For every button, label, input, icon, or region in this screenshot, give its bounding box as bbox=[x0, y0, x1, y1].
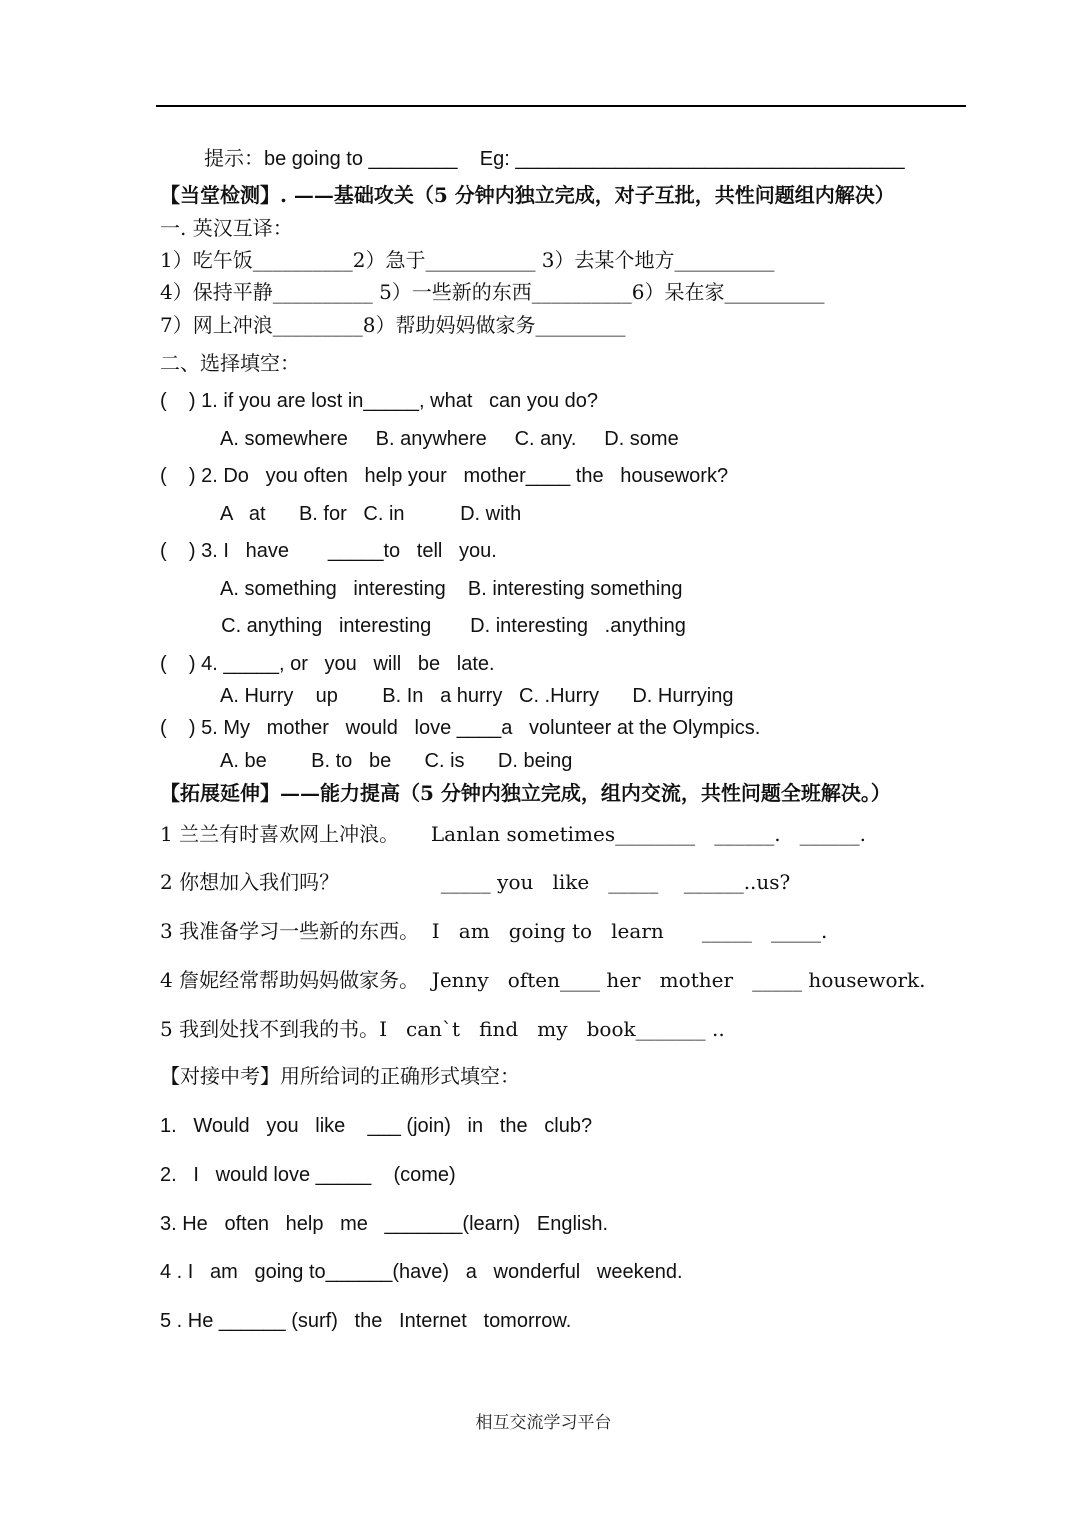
exam-item-2: 2. I would love _____ (come) bbox=[160, 1164, 456, 1186]
exam-item-5: 5 . He ______ (surf) the Internet tomorrow. bbox=[160, 1310, 572, 1332]
choice-question-1: ( ) 1. if you are lost in_____, what can you do? bbox=[160, 390, 599, 412]
extend-item-4: 4 詹妮经常帮助妈妈做家务。 Jenny often____ her mother _____ housework. bbox=[160, 968, 926, 992]
choice-question-3: ( ) 3. I have _____to tell you. bbox=[160, 540, 497, 562]
exam-item-1: 1. Would you like ___ (join) in the club? bbox=[160, 1115, 593, 1137]
choice-question-2: ( ) 2. Do you often help your mother____ the housework? bbox=[160, 465, 729, 487]
translate-row: 4）保持平静__________ 5）一些新的东西__________6）呆在家__________ bbox=[160, 280, 825, 304]
choice-options-4: A. Hurry up B. In a hurry C. .Hurry D. Hurrying bbox=[160, 685, 734, 707]
extend-section-title: 【拓展延伸】——能力提高（5 分钟内独立完成，组内交流，共性问题全班解决。） bbox=[160, 781, 891, 805]
extend-item-5: 5 我到处找不到我的书。I can`t find my book_______ .. bbox=[160, 1017, 725, 1041]
choice-options-3a: A. something interesting B. interesting something bbox=[160, 578, 683, 600]
choice-options-5: A. be B. to be C. is D. being bbox=[160, 750, 573, 772]
translate-section-title: 一. 英汉互译： bbox=[160, 216, 293, 240]
extend-item-1: 1 兰兰有时喜欢网上冲浪。 Lanlan sometimes________ ______. ______. bbox=[160, 822, 866, 846]
hint-line: 提示：be going to ________ Eg: ___________________________________ bbox=[204, 148, 905, 170]
header-rule bbox=[156, 105, 966, 107]
exam-item-4: 4 . I am going to______(have) a wonderful weekend. bbox=[160, 1261, 683, 1283]
choice-question-5: ( ) 5. My mother would love ____a volunteer at the Olympics. bbox=[160, 717, 761, 739]
extend-item-3: 3 我准备学习一些新的东西。 I am going to learn _____ _____. bbox=[160, 919, 828, 943]
translate-row: 7）网上冲浪_________8）帮助妈妈做家务_________ bbox=[160, 313, 626, 337]
exam-item-3: 3. He often help me _______(learn) English. bbox=[160, 1213, 609, 1235]
choice-options-1: A. somewhere B. anywhere C. any. D. some bbox=[160, 428, 679, 450]
choice-options-2: A at B. for C. in D. with bbox=[160, 503, 522, 525]
choice-options-3b: C. anything interesting D. interesting .anything bbox=[160, 615, 686, 637]
page-footer: 相互交流学习平台 bbox=[475, 1413, 612, 1433]
translate-row: 1）吃午饭__________2）急于___________ 3）去某个地方__________ bbox=[160, 248, 775, 272]
check-section-title: 【当堂检测】. ——基础攻关（5 分钟内独立完成，对子互批，共性问题组内解决） bbox=[160, 183, 895, 207]
exam-section-title: 【对接中考】用所给词的正确形式填空： bbox=[160, 1064, 520, 1088]
choice-question-4: ( ) 4. _____, or you will be late. bbox=[160, 653, 495, 675]
extend-item-2: 2 你想加入我们吗？ _____ you like _____ ______..us? bbox=[160, 870, 791, 894]
choice-section-title: 二、选择填空： bbox=[160, 351, 300, 375]
